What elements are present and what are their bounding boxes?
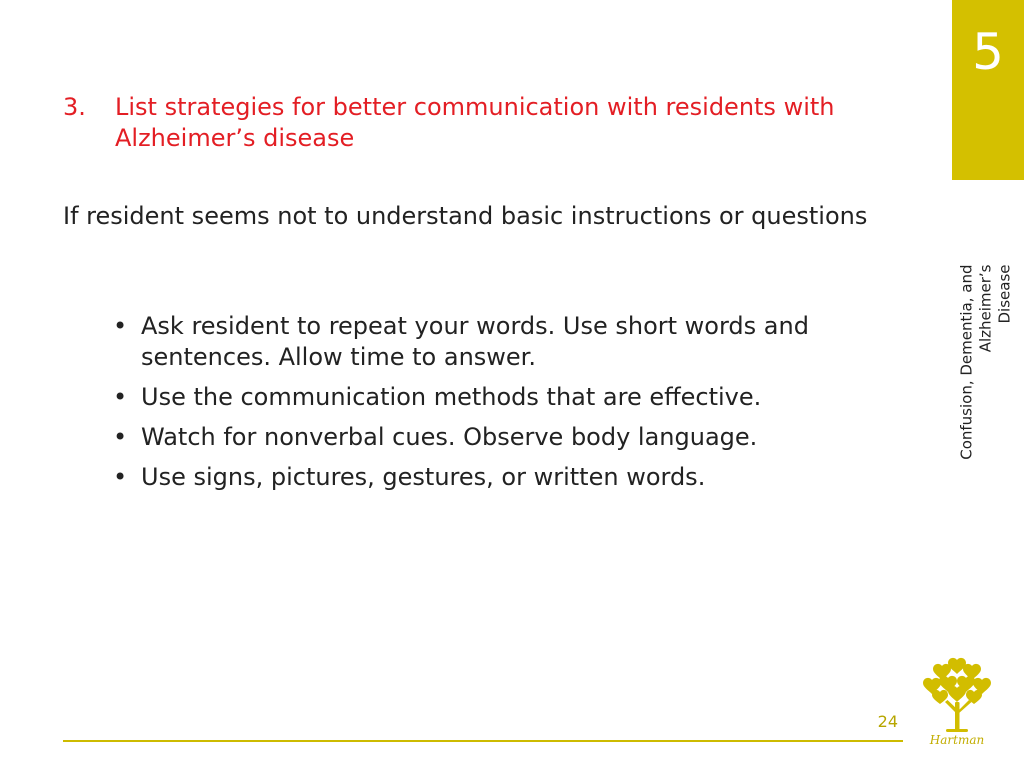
- logo-wordmark: Hartman: [929, 733, 985, 747]
- intro-text: If resident seems not to understand basic instructions or questions: [63, 202, 868, 230]
- chapter-title-vertical: [958, 265, 1015, 485]
- bullet-marker: •: [113, 423, 128, 451]
- bullet-item: [113, 382, 903, 413]
- page-number: 24: [877, 712, 898, 731]
- bullet-list: [113, 311, 903, 502]
- bullet-text: Use signs, pictures, gestures, or written words.: [141, 463, 706, 491]
- bullet-item: [113, 422, 903, 453]
- bullet-item: [113, 462, 903, 493]
- chapter-tab: [952, 0, 1024, 180]
- bullet-text: Watch for nonverbal cues. Observe body language.: [141, 423, 758, 451]
- bullet-item: [113, 311, 903, 373]
- chapter-title-line-2: Disease: [995, 264, 1014, 324]
- chapter-number: 5: [972, 23, 1004, 81]
- objective-number: 3.: [63, 93, 86, 121]
- bullet-marker: •: [113, 312, 128, 340]
- bullet-marker: •: [113, 463, 128, 491]
- footer-divider: [63, 740, 903, 742]
- heart-tree-icon: [920, 656, 994, 734]
- bullet-text: Ask resident to repeat your words. Use short words and sentences. Allow time to answer.: [141, 312, 809, 371]
- hartman-logo: [920, 656, 994, 752]
- bullet-marker: •: [113, 383, 128, 411]
- chapter-title-line-1: Confusion, Dementia, and Alzheimer’s: [957, 264, 995, 460]
- bullet-text: Use the communication methods that are effective.: [141, 383, 762, 411]
- learning-objective: [63, 92, 883, 154]
- objective-text: List strategies for better communication with residents with Alzheimer’s disease: [115, 93, 835, 152]
